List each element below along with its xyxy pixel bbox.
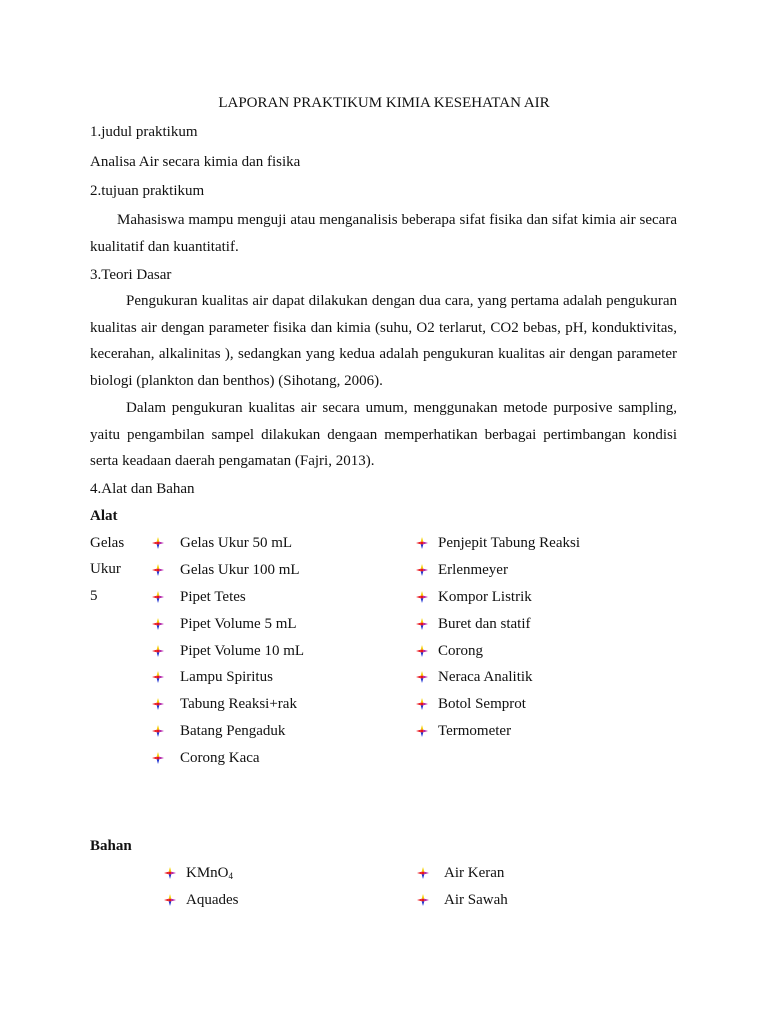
four-arrow-bullet-icon [152, 591, 164, 603]
alat-right-item: Penjepit Tabung Reaksi [438, 535, 580, 551]
four-arrow-bullet-icon [152, 698, 164, 710]
alat-left-item: Pipet Tetes [180, 589, 246, 605]
alat-side-text-2: Ukur [90, 561, 121, 577]
teori-heading: 3.Teori Dasar [90, 267, 172, 283]
four-arrow-bullet-icon [152, 671, 164, 683]
bahan-right-item: Air Sawah [444, 892, 508, 908]
alat-side-text-3: 5 [90, 588, 98, 604]
teori-paragraph-1: Pengukuran kualitas air dapat dilakukan dengan dua cara, yang pertama adalah pengukuran kualitas air dengan parameter fisika dan kimia (suhu, O2 terlarut, CO2 bebas, pH, konduktivitas, kecerahan, alkalinitas ), sedangkan yang kedua adalah pengukuran kualitas air dengan parameter biologi (plankton dan benthos) (Sihotang, 2006). [90, 293, 677, 390]
four-arrow-bullet-icon [416, 671, 428, 683]
alat-left-item: Pipet Volume 10 mL [180, 643, 305, 659]
alat-right-item: Erlenmeyer [438, 562, 508, 578]
alat-heading: Alat [90, 508, 118, 524]
four-arrow-bullet-icon [164, 894, 176, 906]
four-arrow-bullet-icon [152, 618, 164, 630]
alat-left-item: Gelas Ukur 100 mL [180, 562, 300, 578]
four-arrow-bullet-icon [152, 752, 164, 764]
alat-bahan-heading: 4.Alat dan Bahan [90, 481, 195, 497]
four-arrow-bullet-icon [152, 537, 164, 549]
teori-paragraph-2: Dalam pengukuran kualitas air secara umum, menggunakan metode purposive sampling, yaitu pengambilan sampel dilakukan dengaan memperhatikan berbagai pertimbangan kondisi serta keadaan daerah pengamatan (Fajri, 2013). [90, 400, 677, 470]
alat-right-item: Kompor Listrik [438, 589, 532, 605]
four-arrow-bullet-icon [416, 618, 428, 630]
judul-heading: 1.judul praktikum [90, 124, 198, 140]
alat-right-item: Botol Semprot [438, 696, 526, 712]
four-arrow-bullet-icon [416, 725, 428, 737]
four-arrow-bullet-icon [152, 645, 164, 657]
four-arrow-bullet-icon [152, 564, 164, 576]
alat-right-item: Termometer [438, 723, 512, 739]
four-arrow-bullet-icon [417, 894, 429, 906]
alat-left-item: Pipet Volume 5 mL [180, 616, 297, 632]
kmno-subscript: 4 [228, 871, 234, 881]
alat-left-item: Batang Pengaduk [180, 723, 286, 739]
four-arrow-bullet-icon [416, 645, 428, 657]
four-arrow-bullet-icon [416, 698, 428, 710]
bahan-left-item: Aquades [186, 892, 239, 908]
bahan-heading: Bahan [90, 838, 132, 854]
tujuan-paragraph: Mahasiswa mampu menguji atau menganalisis beberapa sifat fisika dan sifat kimia air secara kualitatif dan kuantitatif. [90, 212, 677, 255]
bahan-right-item: Air Keran [444, 865, 505, 881]
judul-text: Analisa Air secara kimia dan fisika [90, 154, 301, 170]
four-arrow-bullet-icon [152, 725, 164, 737]
bahan-left-item-kmno4 [186, 864, 233, 882]
alat-left-item: Gelas Ukur 50 mL [180, 535, 293, 551]
alat-left-item: Corong Kaca [180, 750, 260, 766]
four-arrow-bullet-icon [164, 867, 176, 879]
alat-left-item: Lampu Spiritus [180, 669, 273, 685]
four-arrow-bullet-icon [417, 867, 429, 879]
alat-right-item: Buret dan statif [438, 616, 531, 632]
alat-left-item: Tabung Reaksi+rak [180, 696, 297, 712]
alat-side-text-1: Gelas [90, 535, 125, 551]
four-arrow-bullet-icon [416, 591, 428, 603]
alat-right-item: Corong [438, 643, 483, 659]
kmno-text: KMnO [186, 865, 229, 881]
page-title: LAPORAN PRAKTIKUM KIMIA KESEHATAN AIR [218, 95, 550, 111]
four-arrow-bullet-icon [416, 537, 428, 549]
tujuan-heading: 2.tujuan praktikum [90, 183, 205, 199]
four-arrow-bullet-icon [416, 564, 428, 576]
alat-right-item: Neraca Analitik [438, 669, 533, 685]
